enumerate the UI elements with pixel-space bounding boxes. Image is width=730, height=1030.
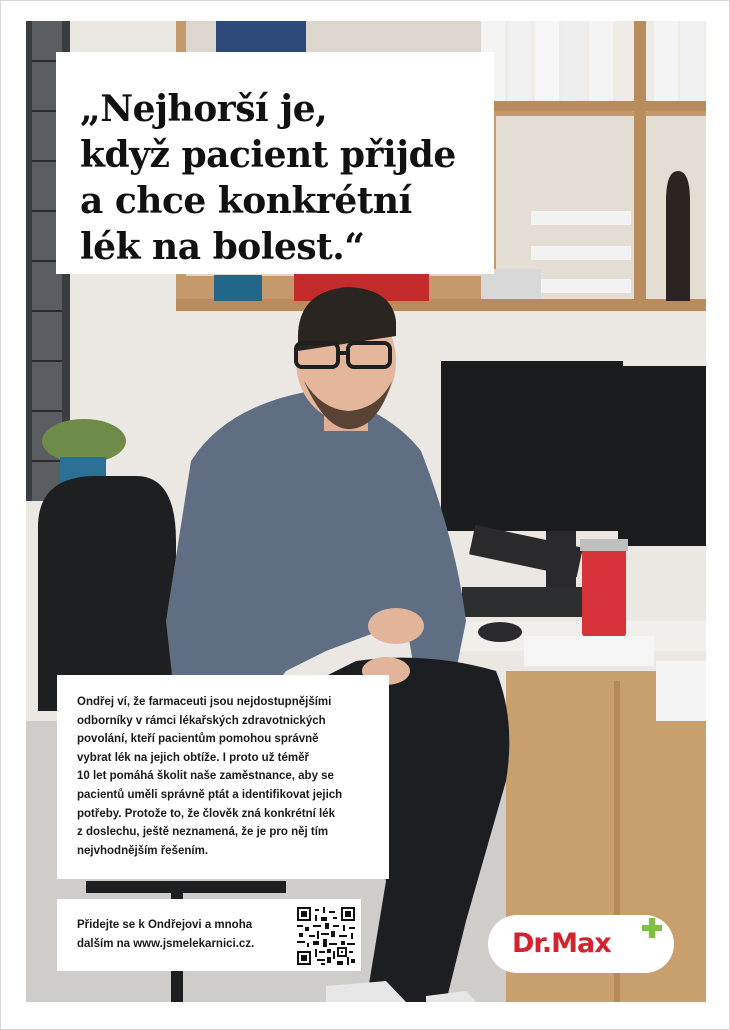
headline-quote [80, 86, 494, 270]
body-line: Ondřej ví, že farmaceuti jsou nejdostupnějšími [77, 696, 332, 708]
headline-line: lék na bolest.“ [80, 226, 365, 268]
body-line: nejvhodnějším řešením. [77, 844, 209, 857]
body-line: vybrat lék na jejich obtíže. I proto už téměř [77, 751, 309, 764]
body-line: potřeby. Protože to, že člověk zná konkrétní lék [77, 807, 335, 820]
poster [26, 21, 706, 1002]
qr-code-icon[interactable] [297, 907, 355, 965]
headline-box [56, 52, 494, 274]
logo-wordmark: Dr.Max [512, 928, 611, 959]
headline-line: když pacient přijde [80, 134, 456, 176]
body-paragraph [77, 693, 375, 860]
body-line: odborníky v rámci lékařských zdravotnických [77, 714, 326, 727]
headline-line: a chce konkrétní [80, 180, 412, 222]
body-line: povolání, kteří pacientům pomohou správně [77, 733, 319, 746]
cta-line[interactable]: dalším na www.jsmelekarnici.cz. [77, 937, 255, 950]
dr-max-logo [488, 915, 674, 973]
cta-line: Přidejte se k Ondřejovi a mnoha [77, 919, 253, 931]
cta-box [57, 899, 361, 971]
body-text-box [57, 675, 389, 879]
plus-icon [640, 916, 664, 940]
body-line: 10 let pomáhá školit naše zaměstnance, aby se [77, 770, 334, 783]
body-line: z doslechu, ještě neznamená, že je pro něj tím [77, 826, 329, 839]
headline-line: „Nejhorší je, [80, 88, 328, 130]
body-line: pacientů uměli správně ptát a identifikovat jejich [77, 788, 343, 801]
